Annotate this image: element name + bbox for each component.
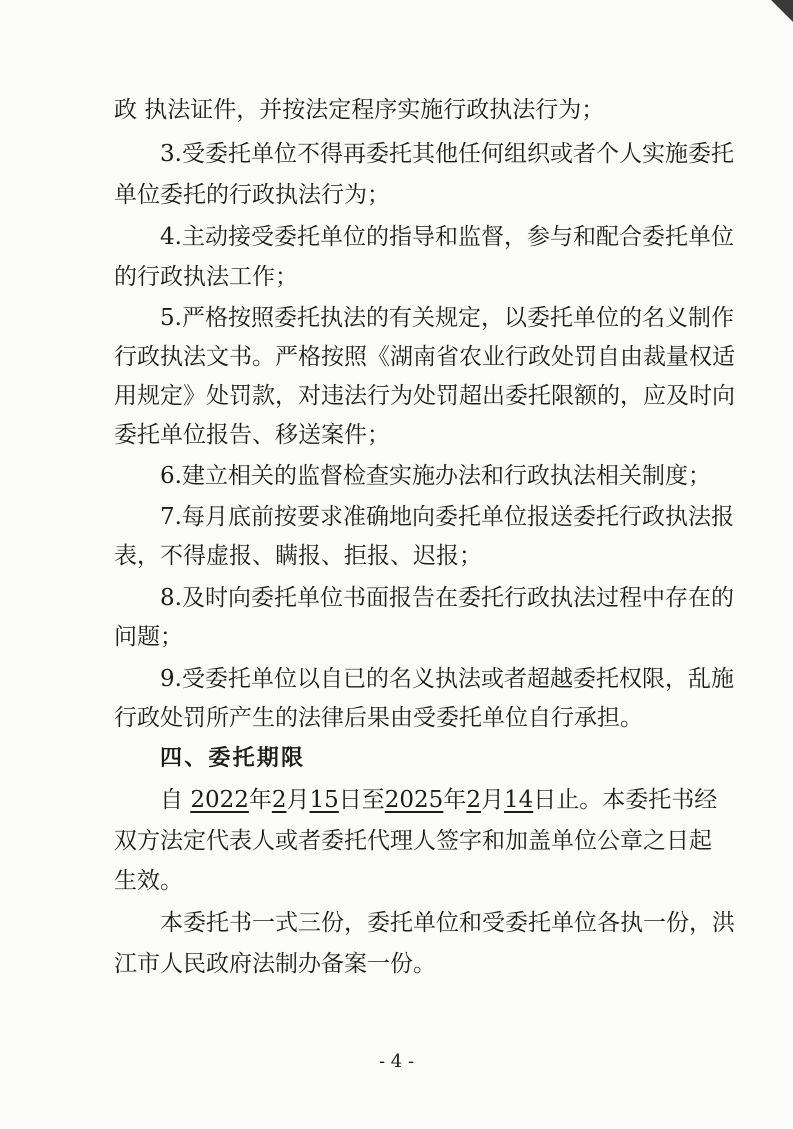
text-line: 单位委托的行政执法行为； [114, 182, 390, 208]
year-label: 年 [248, 787, 272, 813]
text-line: 本委托书一式三份，委托单位和受委托单位各执一份，洪 [160, 910, 735, 936]
text-line: 政 执法证件，并按法定程序实施行政执法行为； [114, 97, 605, 123]
text-line: 表，不得虚报、瞒报、拒报、迟报； [114, 543, 482, 569]
end-month: 2 [466, 787, 481, 813]
text-line: 用规定》处罚款，对违法行为处罚超出委托限额的，应及时向 [114, 383, 735, 409]
period-prefix: 自 [160, 787, 191, 813]
text-line: 委托单位报告、移送案件； [114, 422, 390, 448]
scan-corner-mark [771, 0, 793, 22]
month-label: 月 [480, 787, 504, 813]
text-line: 双方法定代表人或者委托代理人签字和加盖单位公章之日起 [114, 828, 712, 854]
year-label: 年 [443, 787, 467, 813]
text-line: 8.及时向委托单位书面报告在委托行政执法过程中存在的 [160, 585, 734, 611]
text-line: 7.每月底前按要求准确地向委托单位报送委托行政执法报 [160, 504, 734, 530]
start-day: 15 [309, 787, 339, 813]
day-to-label: 日至 [338, 787, 385, 813]
period-line [160, 785, 717, 815]
text-line: 9.受委托单位以自已的名义执法或者超越委托权限，乱施 [160, 666, 734, 692]
page-number: - 4 - [378, 1051, 415, 1072]
text-line: 生效。 [114, 868, 183, 894]
month-label: 月 [286, 787, 310, 813]
text-line: 3.受委托单位不得再委托其他任何组织或者个人实施委托 [160, 141, 734, 167]
text-line: 的行政执法工作； [114, 264, 298, 290]
period-suffix: 日止。本委托书经 [533, 787, 718, 813]
text-line: 4.主动接受委托单位的指导和监督，参与和配合委托单位 [160, 224, 734, 250]
end-day: 14 [503, 787, 534, 813]
text-line: 江市人民政府法制办备案一份。 [114, 951, 436, 977]
text-line: 行政处罚所产生的法律后果由受委托单位自行承担。 [114, 705, 643, 731]
text-line: 6.建立相关的监督检查实施办法和行政执法相关制度； [160, 463, 711, 489]
end-year: 2025 [384, 787, 444, 813]
start-year: 2022 [190, 787, 249, 813]
section-heading: 四、委托期限 [160, 746, 306, 771]
start-month: 2 [271, 787, 287, 813]
text-line: 5.严格按照委托执法的有关规定，以委托单位的名义制作 [160, 305, 734, 331]
text-line: 问题； [114, 624, 183, 650]
text-line: 行政执法文书。严格按照《湖南省农业行政处罚自由裁量权适 [114, 344, 735, 370]
